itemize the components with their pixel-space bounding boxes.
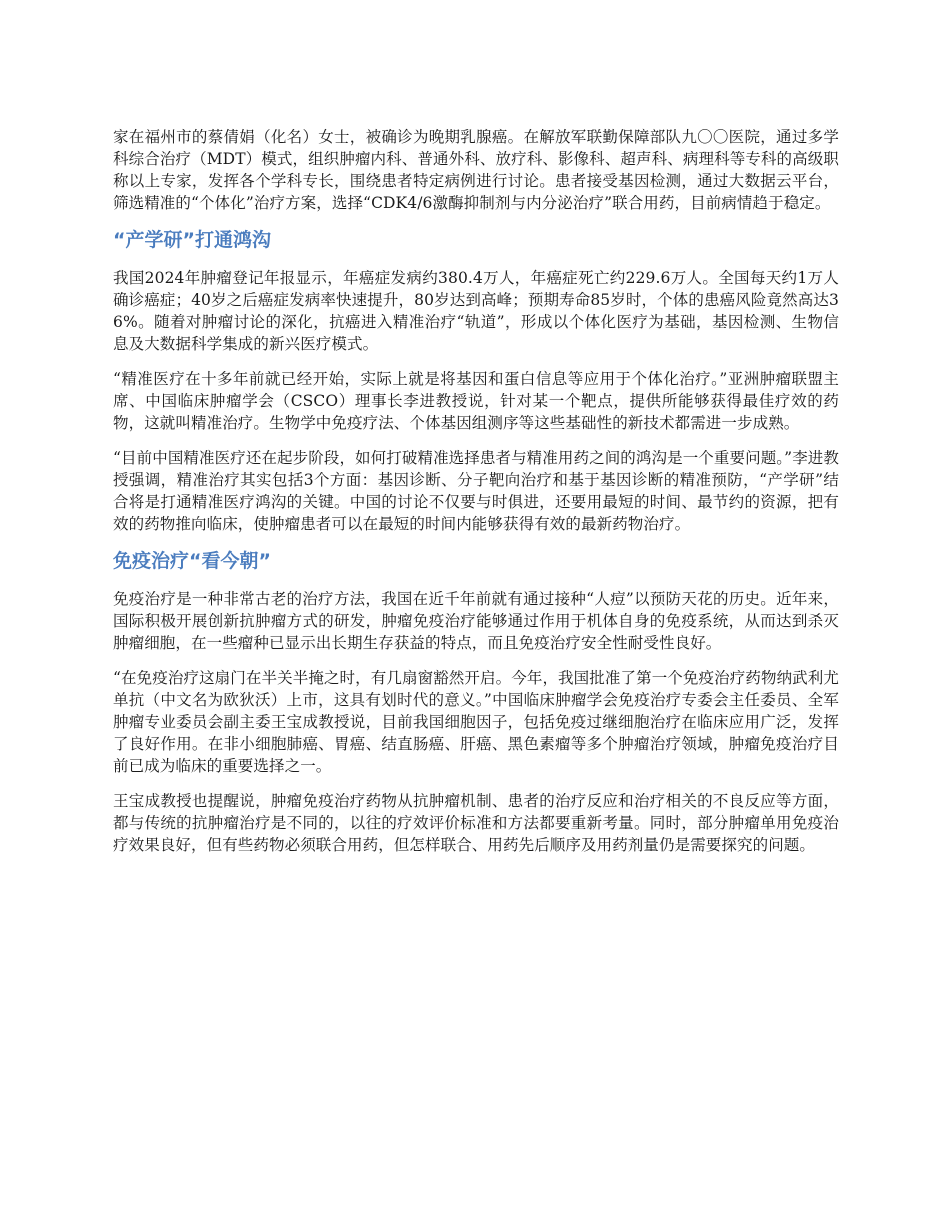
section2-paragraph-1: 免疫治疗是一种非常古老的治疗方法，我国在近千年前就有通过接种“人痘”以预防天花的历史。近年来，国际积极开展创新抗肿瘤方式的研发，肿瘤免疫治疗能够通过作用于机体自身的免疫系统，从而达到杀灭肿瘤细胞，在一些瘤种已显示出长期生存获益的特点，而且免疫治疗安全性耐受性良好。 — [113, 590, 839, 652]
section1-paragraph-2: “精准医疗在十多年前就已经开始，实际上就是将基因和蛋白信息等应用于个体化治疗。”亚洲肿瘤联盟主席、中国临床肿瘤学会（CSCO）理事长李进教授说，针对某一个靶点，提供所能够获得最佳疗效的药物，这就叫精准治疗。生物学中免疫疗法、个体基因组测序等这些基础性的新技术都需进一步成熟。 — [113, 370, 839, 432]
section-heading-industry-research: “产学研”打通鸿沟 — [113, 229, 271, 251]
section2-paragraph-2: “在免疫治疗这扇门在半关半掩之时，有几扇窗豁然开启。今年，我国批准了第一个免疫治疗药物纳武利尤单抗（中文名为欧狄沃）上市，这具有划时代的意义。”中国临床肿瘤学会免疫治疗专委会主任委员、全军肿瘤专业委员会副主委王宝成教授说，目前我国细胞因子，包括免疫过继细胞治疗在临床应用广泛，发挥了良好作用。在非小细胞肺癌、胃癌、结直肠癌、肝癌、黑色素瘤等多个肿瘤治疗领域，肿瘤免疫治疗目前已成为临床的重要选择之一。 — [113, 669, 839, 775]
intro-paragraph: 家在福州市的蔡倩娟（化名）女士，被确诊为晚期乳腺癌。在解放军联勤保障部队九〇〇医院，通过多学科综合治疗（MDT）模式，组织肿瘤内科、普通外科、放疗科、影像科、超声科、病理科等专科的高级职称以上专家，发挥各个学科专长，围绕患者特定病例进行讨论。患者接受基因检测，通过大数据云平台，筛选精准的“个体化”治疗方案，选择“CDK4/6激酶抑制剂与内分泌治疗”联合用药，目前病情趋于稳定。 — [113, 128, 839, 212]
section1-paragraph-1: 我国2024年肿瘤登记年报显示，年癌症发病约380.4万人，年癌症死亡约229.6万人。全国每天约1万人确诊癌症；40岁之后癌症发病率快速提升，80岁达到高峰；预期寿命85岁时，个体的患癌风险竟然高达36%。随着对肿瘤讨论的深化，抗癌进入精准治疗“轨道”，形成以个体化医疗为基础，基因检测、生物信息及大数据科学集成的新兴医疗模式。 — [113, 269, 839, 353]
section2-paragraph-3: 王宝成教授也提醒说，肿瘤免疫治疗药物从抗肿瘤机制、患者的治疗反应和治疗相关的不良反应等方面，都与传统的抗肿瘤治疗是不同的，以往的疗效评价标准和方法都要重新考量。同时，部分肿瘤单用免疫治疗效果良好，但有些药物必须联合用药，但怎样联合、用药先后顺序及用药剂量仍是需要探究的问题。 — [113, 792, 839, 854]
section1-paragraph-3: “目前中国精准医疗还在起步阶段，如何打破精准选择患者与精准用药之间的鸿沟是一个重要问题。”李进教授强调，精准治疗其实包括3个方面：基因诊断、分子靶向治疗和基于基因诊断的精准预防，“产学研”结合将是打通精准医疗鸿沟的关键。中国的讨论不仅要与时俱进，还要用最短的时间、最节约的资源，把有效的药物推向临床，使肿瘤患者可以在最短的时间内能够获得有效的最新药物治疗。 — [113, 449, 839, 533]
section-heading-immunotherapy: 免疫治疗“看今朝” — [113, 550, 271, 572]
article-body — [113, 126, 839, 869]
